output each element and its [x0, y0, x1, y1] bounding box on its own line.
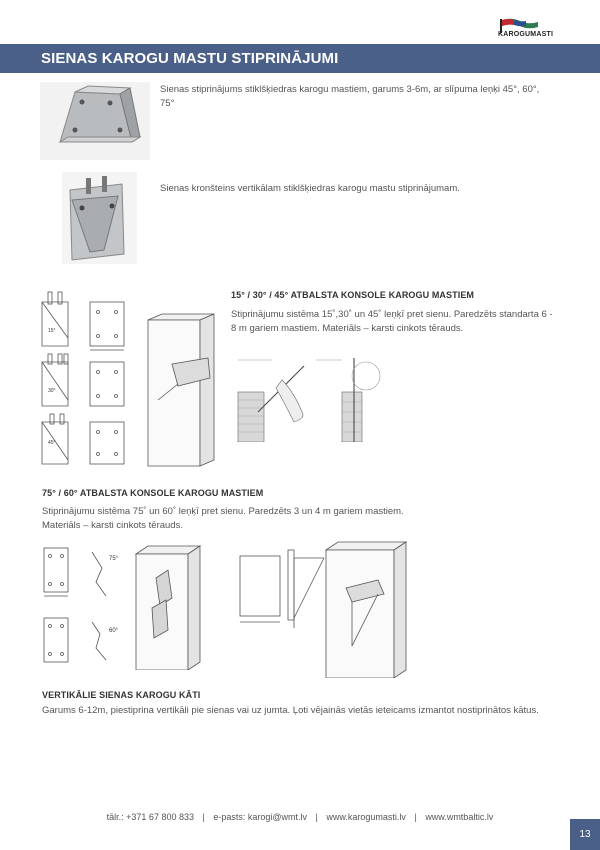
item-2-description: Sienas kronšteins vertikālam stiklšķiedras karogu mastu stiprinājumam.: [160, 183, 460, 194]
section-3-heading: VERTIKĀLIE SIENAS KAROGU KĀTI: [42, 690, 201, 700]
angle-label-45: 45°: [48, 440, 56, 446]
footer-site-wmtbaltic[interactable]: www.wmtbaltic.lv: [425, 812, 494, 822]
footer-separator-3: |: [414, 812, 417, 822]
footer-phone: tālr.: +371 67 800 833: [106, 812, 194, 822]
footer-site-karogumasti[interactable]: www.karogumasti.lv: [326, 812, 406, 822]
page-title: SIENAS KAROGU MASTU STIPRINĀJUMI: [41, 50, 339, 67]
angle-label-60: 60°: [109, 628, 119, 634]
footer: [0, 812, 600, 822]
logo-text: KAROGUMASTI: [498, 31, 554, 38]
vertical-mast-drawing: [228, 538, 408, 678]
vertical-bracket-photo: [62, 172, 137, 264]
section-2-text: Stiprinājumu sistēma 75˚ un 60˚ leņķī pret sienu. Paredzēts 3 un 4 m gariem mastiem. Materiāls – karsti cinkots tērauds.: [42, 506, 404, 531]
footer-separator-1: |: [202, 812, 205, 822]
section-1-heading: 15° / 30° / 45° ATBALSTA KONSOLE KAROGU MASTIEM: [231, 290, 475, 300]
footer-email[interactable]: e-pasts: karogi@wmt.lv: [213, 812, 308, 822]
console-75-60-drawing: [40, 538, 202, 670]
console-15-30-45-drawing: [38, 290, 226, 468]
title-banner: [0, 44, 600, 73]
wall-bracket-photo: [40, 82, 150, 160]
item-1-description: Sienas stiprinājums stiklšķiedras karogu mastiem, garums 3-6m, ar slīpuma leņķi 45°, 60°, 75°: [160, 84, 540, 109]
footer-separator-2: |: [315, 812, 318, 822]
angle-label-30: 30°: [48, 388, 56, 394]
section-2-heading: 75° / 60° ATBALSTA KONSOLE KAROGU MASTIEM: [42, 488, 264, 498]
installation-illustration: [232, 352, 400, 442]
section-1-text: Stiprinājumu sistēma 15˚,30˚ un 45˚ leņķī pret sienu. Paredzēts standarta 6 - 8 m gariem mastiem. Materiāls – karsti cinkots tērauds.: [231, 309, 553, 334]
angle-label-75: 75°: [109, 556, 119, 562]
logo: [498, 17, 558, 43]
angle-label-15: 15°: [48, 328, 56, 334]
page-number: 13: [570, 819, 600, 850]
section-3-text: Garums 6-12m, piestiprina vertikāli pie sienas vai uz jumta. Ļoti vējainās vietās ieteicams izmantot nostiprinātos kātus.: [42, 705, 539, 716]
